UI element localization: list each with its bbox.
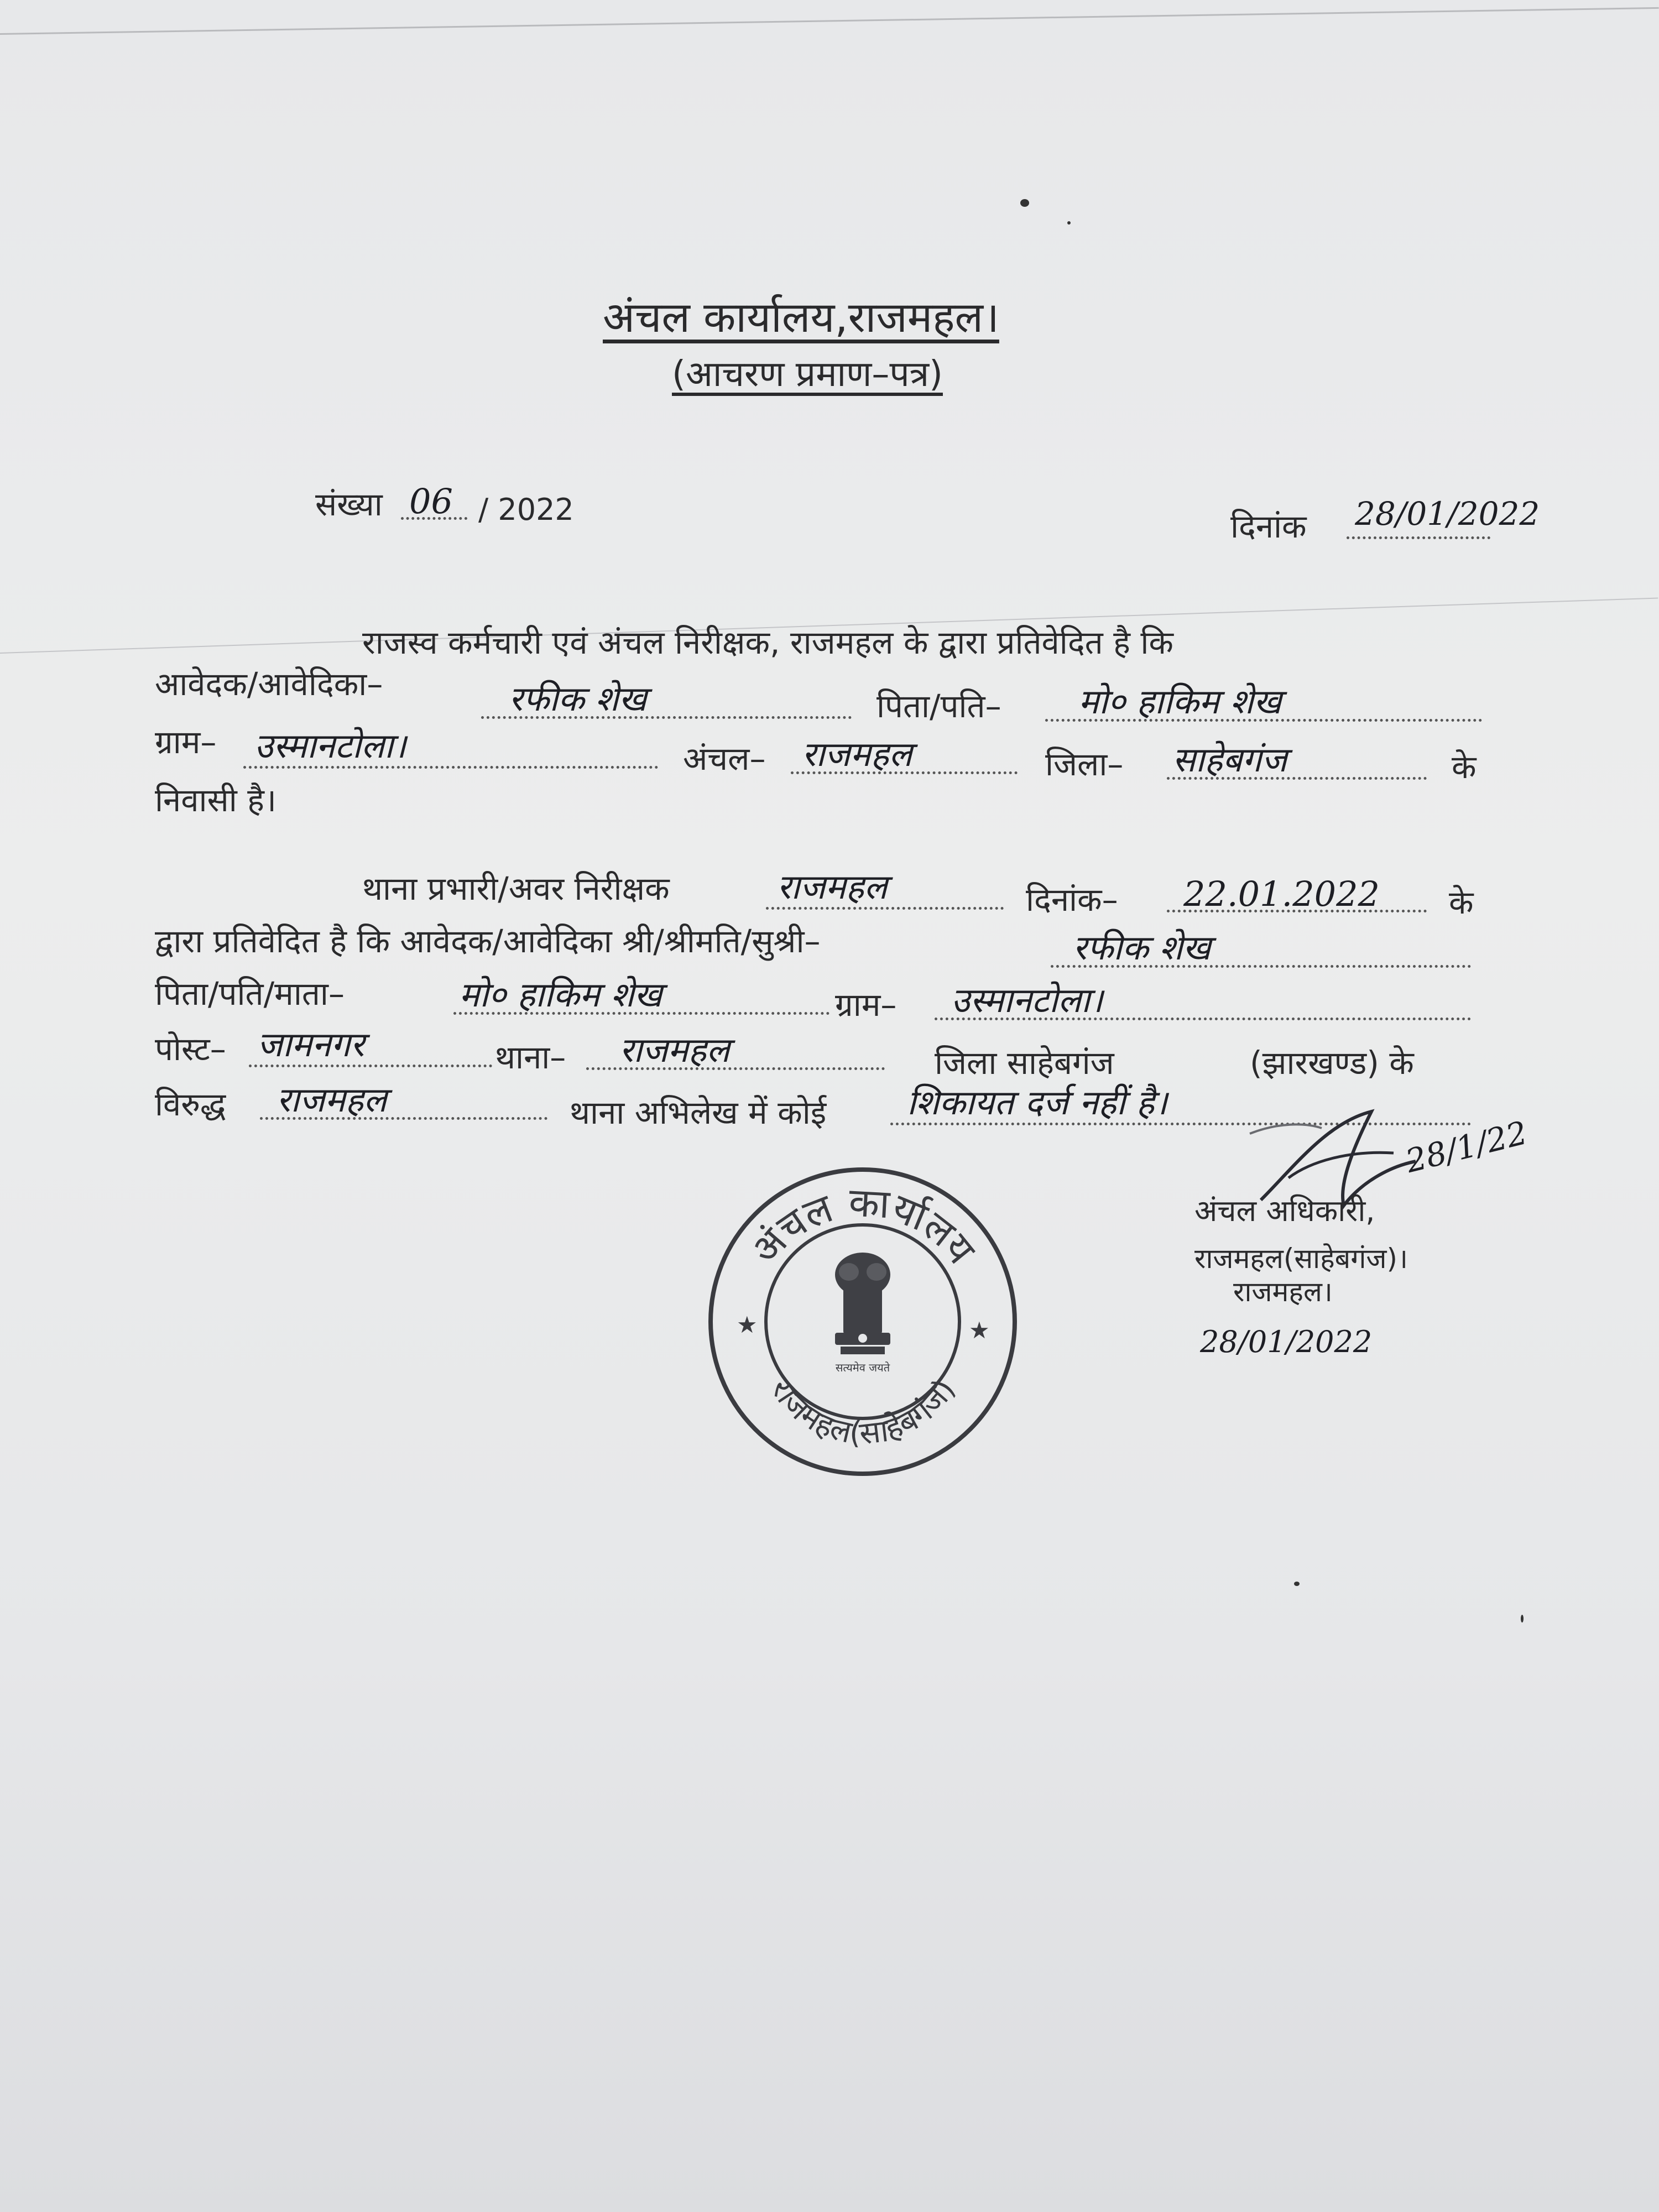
ink-spot <box>1020 199 1029 207</box>
state-text: (झारखण्ड) के <box>1250 1044 1414 1082</box>
seal-bottom-text: राजमहल(साहेबगंज) <box>763 1372 963 1452</box>
thana-name: राजमहल <box>619 1030 730 1070</box>
seal-star-left-icon: ★ <box>737 1311 758 1338</box>
signatory-designation: अंचल अधिकारी, <box>1194 1193 1375 1228</box>
post-name: जामनगर <box>257 1024 364 1065</box>
district-text: जिला साहेबगंज <box>935 1044 1114 1082</box>
village-name-2: उस्मानटोला। <box>951 980 1103 1020</box>
officer-place: राजमहल <box>777 867 888 907</box>
para1-ke: के <box>1452 748 1477 786</box>
village-name: उस्मानटोला। <box>254 726 406 766</box>
emblem-caption: सत्यमेव जयते <box>835 1361 890 1374</box>
para2-line2: द्वारा प्रतिवेदित है कि आवेदक/आवेदिका श्री/श्रीमति/सुश्री– <box>155 922 821 960</box>
ink-spot <box>1067 221 1071 225</box>
reference-label: संख्या <box>315 486 383 523</box>
applicant-name: रफीक शेख <box>509 679 647 719</box>
father2-label: पिता/पति/माता– <box>155 975 345 1013</box>
against-place: राजमहल <box>276 1079 387 1120</box>
certificate-title: (आचरण प्रमाण–पत्र) <box>672 354 943 395</box>
page-edge-line <box>0 7 1659 35</box>
date-dotted-line <box>1347 536 1490 539</box>
father-name-2: मो० हाकिम शेख <box>459 974 662 1015</box>
para2-ke: के <box>1449 884 1474 921</box>
police-report-date: 22.01.2022 <box>1183 874 1380 914</box>
para2-date-label: दिनांक– <box>1026 881 1118 919</box>
signatory-place: राजमहल। <box>1233 1276 1333 1308</box>
para2-line1: थाना प्रभारी/अवर निरीक्षक <box>362 870 670 907</box>
seal-top-text: अंचल कार्यालय <box>741 1178 985 1272</box>
district-name: साहेबगंज <box>1172 739 1287 780</box>
remark-text: शिकायत दर्ज नहीं है। <box>907 1082 1168 1123</box>
office-seal <box>702 1161 1023 1482</box>
village-label: ग्राम– <box>155 723 217 761</box>
circle-name: राजमहल <box>802 734 912 774</box>
issue-date: 28/01/2022 <box>1355 495 1540 533</box>
thana-label: थाना– <box>495 1039 566 1076</box>
district-label: जिला– <box>1045 745 1124 783</box>
office-heading: अंचल कार्यालय,राजमहल। <box>603 293 999 342</box>
reference-number: 06 <box>409 481 453 521</box>
svg-text:राजमहल(साहेबगंज) <box>763 1372 962 1452</box>
ink-spot <box>1521 1615 1524 1623</box>
signature-date: 28/01/2022 <box>1200 1324 1373 1359</box>
para1-line1: राजस्व कर्मचारी एवं अंचल निरीक्षक, राजमहल के द्वारा प्रतिवेदित है कि <box>362 624 1173 661</box>
reference-year: / 2022 <box>478 492 574 527</box>
circle-label: अंचल– <box>683 740 766 778</box>
applicant-label: आवेदक/आवेदिका– <box>155 665 383 703</box>
record-text: थाना अभिलेख में कोई <box>570 1094 827 1131</box>
father-label: पिता/पति– <box>877 687 1001 725</box>
resident-text: निवासी है। <box>155 781 276 819</box>
village2-label: ग्राम– <box>835 986 897 1024</box>
post-label: पोस्ट– <box>155 1030 226 1068</box>
applicant-name-2: रफीक शेख <box>1073 927 1211 968</box>
national-emblem-icon <box>835 1253 890 1354</box>
signature-date-note: 28/1/22 <box>1402 1113 1531 1181</box>
seal-star-right-icon: ★ <box>969 1317 990 1344</box>
ink-spot <box>1294 1582 1300 1586</box>
date-label: दिनांक <box>1230 508 1307 545</box>
against-label: विरुद्ध <box>155 1086 226 1123</box>
signatory-office: राजमहल(साहेबगंज)। <box>1194 1243 1408 1275</box>
father-name: मो० हाकिम शेख <box>1078 681 1282 722</box>
